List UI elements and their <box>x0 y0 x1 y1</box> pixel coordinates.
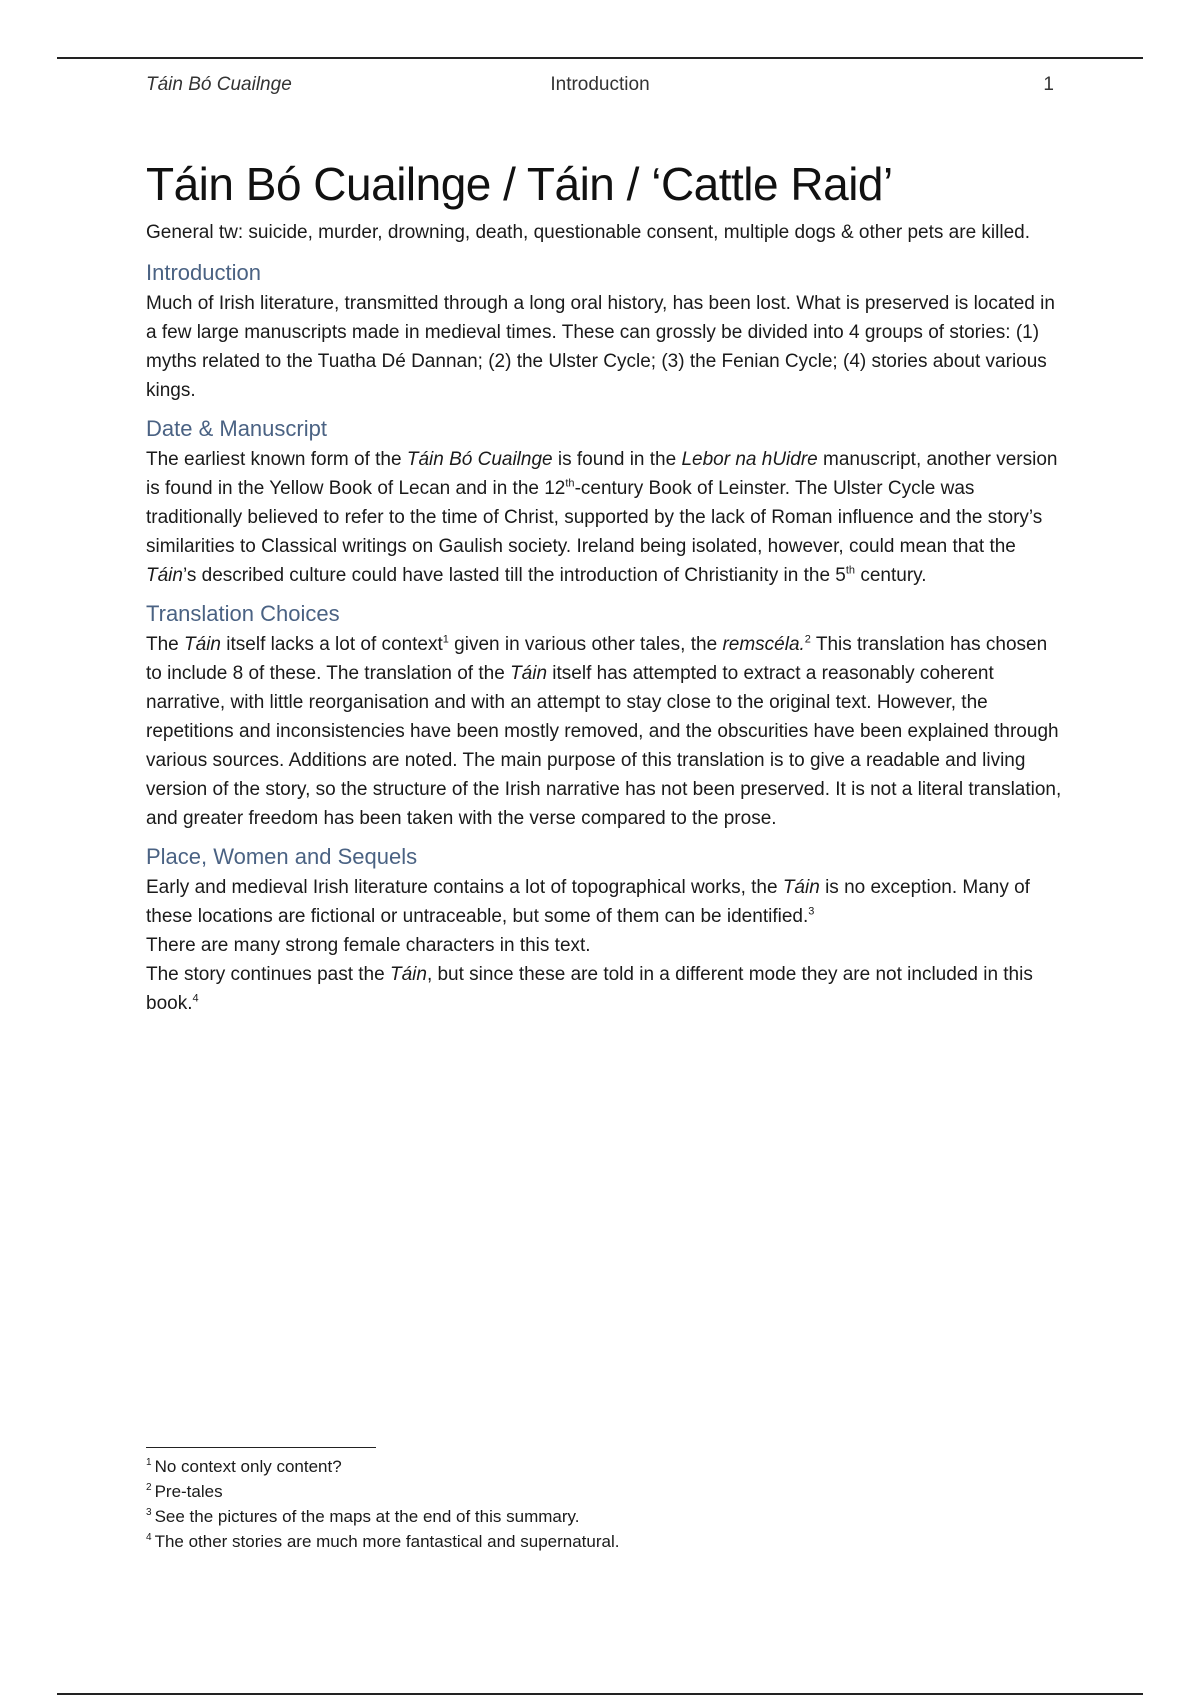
footnote-4: $^4$ The other stories are much more fantastical and supernatural. <box>146 1532 620 1551</box>
date-manuscript-paragraph: The earliest known form of the Táin Bó Cuailnge is found in the Lebor na hUidre manuscript, another version is found in the Yellow Book of Lecan and in the 12th-century Book of Leinster. The Ulster Cycle was traditionally believed to refer to the time of Christ, supported by the lack of Roman influence and the story’s similarities to Classical writings on Gaulish society. Ireland being isolated, however, could mean that the Táin’s described culture could have lasted till the introduction of Christianity in the 5th century. <box>146 449 1058 586</box>
page-header <box>146 74 1054 100</box>
footer-rule <box>57 1693 1143 1695</box>
footnote-ref-4[interactable]: 4 <box>192 992 199 1005</box>
footnote-3: $^3$ See the pictures of the maps at the end of this summary. <box>146 1507 580 1526</box>
footnotes <box>146 1447 846 1554</box>
page-number: 1 <box>1043 74 1054 95</box>
section-heading-translation-choices: Translation Choices <box>146 601 340 626</box>
sequels-paragraph: The story continues past the Táin, but since these are told in a different mode they are not included in this book.$^4$ <box>146 964 1033 1014</box>
footnote-ref-3[interactable]: 3 <box>808 905 815 918</box>
footnote-separator <box>146 1447 376 1448</box>
women-paragraph: There are many strong female characters in this text. <box>146 935 591 956</box>
footnote-ref-1[interactable]: 1 <box>442 633 449 646</box>
section-heading-place-women-sequels: Place, Women and Sequels <box>146 844 418 869</box>
trigger-warning: General tw: suicide, murder, drowning, death, questionable consent, multiple dogs & other pets are killed. <box>146 222 1031 243</box>
document-body <box>146 150 1066 1018</box>
translation-choices-paragraph: The Táin itself lacks a lot of context$^1$ given in various other tales, the remscéla.$^2$ This translation has chosen to include 8 of these. The translation of the Táin itself has attempted to extract a reasonably coherent narrative, with little reorganisation and with an attempt to stay close to the original text. However, the repetitions and inconsistencies have been mostly removed, and the obscurities have been explained through various sources. Additions are noted. The main purpose of this translation is to give a readable and living version of the story, so the structure of the Irish narrative has not been preserved. It is not a literal translation, and greater freedom has been taken with the verse compared to the prose. <box>146 633 1062 829</box>
footnote-2: $^2$ Pre-tales <box>146 1482 223 1501</box>
footnote-ref-2[interactable]: 2 <box>804 633 811 646</box>
footnote-1: $^1$ No context only content? <box>146 1457 342 1476</box>
place-paragraph: Early and medieval Irish literature contains a lot of topographical works, the Táin is no exception. Many of these locations are fictional or untraceable, but some of them can be identified.$^3$ <box>146 877 1030 927</box>
section-heading-date-manuscript: Date & Manuscript <box>146 416 327 441</box>
section-heading-introduction: Introduction <box>146 260 261 285</box>
header-section-title: Introduction <box>550 74 650 95</box>
page-title: Táin Bó Cuailnge / Táin / ‘Cattle Raid’ <box>146 158 893 210</box>
header-rule <box>57 57 1143 59</box>
introduction-paragraph: Much of Irish literature, transmitted through a long oral history, has been lost. What is preserved is located in a few large manuscripts made in medieval times. These can grossly be divided into 4 groups of stories: (1) myths related to the Tuatha Dé Dannan; (2) the Ulster Cycle; (3) the Fenian Cycle; (4) stories about various kings. <box>146 293 1055 401</box>
header-book-title: Táin Bó Cuailnge <box>146 74 292 95</box>
